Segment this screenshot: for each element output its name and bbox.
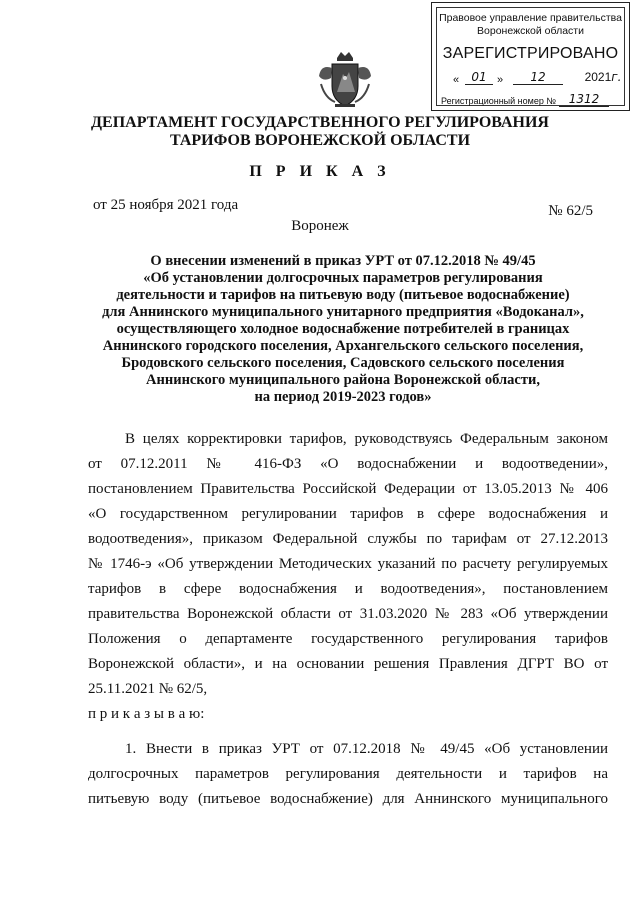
orders-word: п р и к а з ы в а ю: — [88, 706, 205, 722]
subject-line: для Аннинского муниципального унитарного предприятия «Водоканал», — [102, 304, 584, 320]
item1-line: долгосрочных параметров регулирования деятельности и тарифов на — [88, 766, 608, 782]
preamble-line: № 1746-э «Об утверждении Методических указаний по расчету регулируемых — [88, 556, 608, 572]
stamp-date — [445, 70, 622, 88]
stamp-registered-label: ЗАРЕГИСТРИРОВАНО — [442, 45, 619, 62]
preamble-line: водоотведения», приказом Федеральной службы по тарифам от 27.12.2013 — [88, 531, 608, 547]
subject-line: на период 2019-2023 годов» — [254, 389, 432, 405]
stamp-date-day: 01 — [465, 70, 493, 85]
subject-line: деятельности и тарифов на питьевую воду (питьевое водоснабжение) — [116, 287, 570, 303]
subject-line: «Об установлении долгосрочных параметров регулирования — [143, 270, 543, 286]
item1-line: питьевую воду (питьевое водоснабжение) для Аннинского муниципального — [88, 791, 608, 807]
stamp-date-year-suffix: г. — [611, 70, 622, 84]
preamble-line: Положения о департаменте государственного регулирования тарифов — [88, 631, 608, 647]
registration-stamp — [431, 2, 630, 111]
subject-line: осуществляющего холодное водоснабжение потребителей в границах — [116, 321, 570, 337]
preamble-line: тарифов в сфере водоснабжения и водоотведения», постановлением — [88, 581, 608, 597]
preamble-line: «О государственном регулировании тарифов в сфере водоснабжения и — [88, 506, 608, 522]
stamp-quote-mark: « — [453, 74, 460, 86]
stamp-org-line2: Воронежской области — [477, 25, 584, 37]
stamp-reg-number-label: Регистрационный номер № — [441, 96, 557, 106]
stamp-org-line1: Правовое управление правительства — [439, 12, 622, 24]
department-name-line2: ТАРИФОВ ВОРОНЕЖСКОЙ ОБЛАСТИ — [169, 132, 471, 149]
stamp-reg-number — [441, 92, 620, 106]
document-type-title: П Р И К А З — [249, 163, 391, 180]
preamble-line: правительства Воронежской области от 31.03.2020 № 283 «Об утверждении — [88, 606, 608, 622]
preamble-line: 25.11.2021 № 62/5, — [88, 681, 208, 697]
subject-line: Аннинского городского поселения, Архангельского сельского поселения, — [102, 338, 584, 354]
subject-line: Бродовского сельского поселения, Садовского сельского поселения — [121, 355, 565, 371]
coat-of-arms-icon — [315, 48, 375, 110]
subject-line: О внесении изменений в приказ УРТ от 07.12.2018 № 49/45 — [150, 253, 536, 269]
stamp-date-month: 12 — [513, 70, 563, 85]
subject-line: Аннинского муниципального района Воронежской области, — [146, 372, 540, 388]
stamp-date-year-value: 2021 — [584, 70, 612, 84]
preamble-line: В целях корректировки тарифов, руководствуясь Федеральным законом — [125, 431, 608, 447]
stamp-quote-mark: » — [497, 74, 504, 86]
preamble-line: постановлением Правительства Российской Федерации от 13.05.2013 № 406 — [88, 481, 608, 497]
stamp-reg-number-value: 1312 — [559, 92, 609, 107]
order-number: № 62/5 — [548, 203, 593, 219]
preamble-line: Воронежской области», и на основании решения Правления ДГРТ ВО от — [88, 656, 608, 672]
order-date: от 25 ноября 2021 года — [93, 197, 239, 213]
stamp-inner-frame — [436, 7, 625, 106]
department-name-line1: ДЕПАРТАМЕНТ ГОСУДАРСТВЕННОГО РЕГУЛИРОВАНИЯ — [91, 114, 549, 131]
preamble-line: от 07.12.2011 № 416-ФЗ «О водоснабжении и водоотведении», — [88, 456, 608, 472]
stamp-date-year — [581, 70, 625, 84]
order-city: Воронеж — [291, 218, 349, 234]
item1-line: 1. Внести в приказ УРТ от 07.12.2018 № 49/45 «Об установлении — [125, 741, 608, 757]
order-subject — [78, 253, 608, 406]
